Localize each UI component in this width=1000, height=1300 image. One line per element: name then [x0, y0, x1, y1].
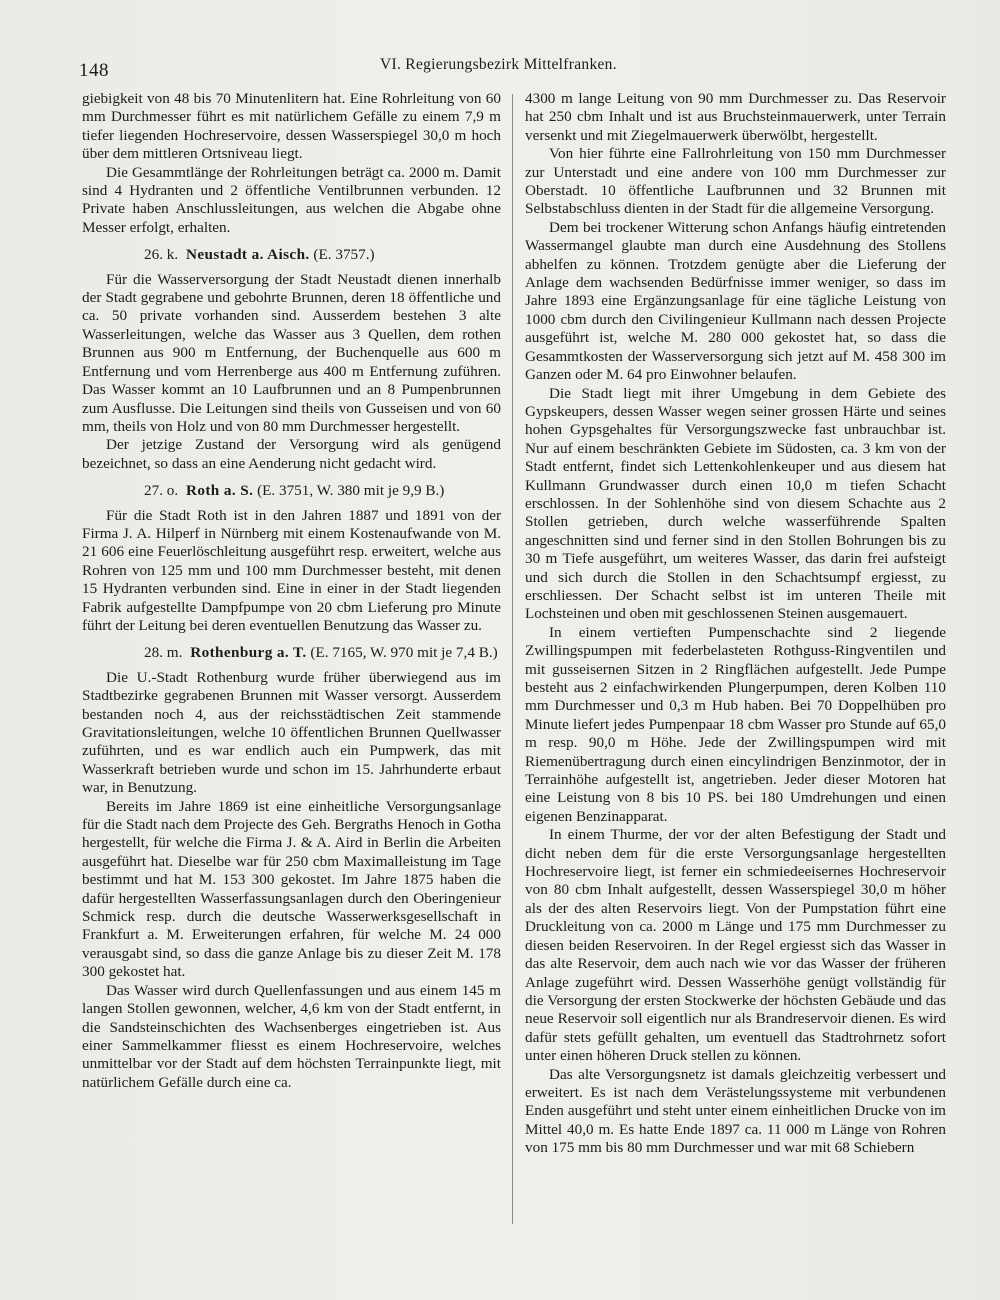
column-divider	[512, 94, 513, 1224]
paragraph: Dem bei trockener Witterung schon Anfangs häufig eintretenden Wassermangel glaubte man durch eine Ausdehnung des Stollens abhelfen zu können. Trotzdem genügte aber die Lieferung der Anlage dem wachsenden Bedürfnisse immer weniger, so dass im Jahre 1893 eine Ergänzungsanlage für eine tägliche Leistung von 1000 cbm durch den Civilingenieur Kullmann nach dessen Projecte ausgeführt ist, welche M. 280 000 gekostet hat, so dass die Gesammtkosten der Wasserversorgung sich jetzt auf M. 458 300 im Ganzen oder M. 64 pro Einwohner belaufen.	[525, 218, 946, 384]
paragraph: Die U.-Stadt Rothenburg wurde früher überwiegend aus im Stadtbezirke gegrabenen Brunnen mit Wasser versorgt. Ausserdem bestanden noch 4, aus der reichsstädtischen Zeit stammende Gravitationsleitungen, welche 10 öffentlichen Brunnen Quellwasser zuführten, und es war endlich auch ein Pumpwerk, das mit Wasserkraft betrieben wurde und schon im 15. Jahrhunderte erbaut war, in Benutzung.	[82, 668, 501, 797]
right-column	[525, 90, 946, 1158]
section-town: Neustadt a. Aisch.	[185, 246, 310, 264]
section-heading-27	[82, 482, 501, 500]
section-number: 28. m.	[144, 644, 183, 662]
left-column	[82, 90, 501, 1092]
paragraph: giebigkeit von 48 bis 70 Minutenlitern hat. Eine Rohrleitung von 60 mm Durchmesser führt es mit natürlichem Gefälle zu einem 7,9 m tiefer liegenden Hochreservoire, dessen Wasserspiegel 30,0 m hoch über dem mittleren Ortsniveau liegt.	[82, 90, 501, 163]
section-town: Rothenburg a. T.	[190, 644, 307, 662]
paragraph: In einem vertieften Pumpenschachte sind 2 liegende Zwillingspumpen mit federbelasteten Rothguss-Ringventilen und mit gusseisernen Sitzen in 2 Ringflächen aufgestellt. Jede Pumpe besteht aus 2 einfachwirkenden Plungerpumpen, deren Kolben 110 mm Durchmesser und 0,3 m Hub haben. Bei 70 Doppelhüben pro Minute liefert jedes Pumpenpaar 18 cbm Wasser pro Stunde auf 65,0 m resp. 90,0 m Höhe. Jede der Zwillingspumpen wird mit Riemenübertragung durch einen eincylindrigen Benzinmotor, der in Terrainhöhe aufgestellt ist, angetrieben. Jeder dieser Motoren hat eine Leistung von 8 bis 10 PS. bei 180 Umdrehungen und einen eigenen Benzinapparat.	[525, 623, 946, 825]
section-number: 27. o.	[144, 482, 179, 500]
paragraph: In einem Thurme, der vor der alten Befestigung der Stadt und dicht neben dem für die erste Versorgungsanlage hergestellten Hochreservoire liegt, ist ferner ein schmiedeeisernes Hochreservoir von 80 cbm Inhalt aufgestellt, dessen Wasserspiegel 30,0 m höher als der des alten Reservoirs liegt. Von der Pumpstation führt eine Druckleitung von ca. 2000 m Länge und 175 mm Durchmesser zu diesen beiden Reservoiren. In der Regel ergiesst sich das Wasser in das alte Reservoir, dem auch nach wie vor das Wasser der früheren Anlage zugeführt wird. Dessen Wasserhöhe genügt vollständig für die Versorgung der ersten Stockwerke der höchsten Gebäude und das neue Reservoir soll eigentlich nur als Brandreservoir dienen. Es wird dafür stets gefüllt gehalten, um eventuell das Stadtrohrnetz sofort unter einen höheren Druck stellen zu können.	[525, 826, 946, 1065]
paragraph: Das Wasser wird durch Quellenfassungen und aus einem 145 m langen Stollen gewonnen, welcher, 4,6 km von der Stadt entfernt, in die Sandsteinschichten des Wachsenberges eingetrieben ist. Aus einer Sammelkammer fliesst es einem Hochreservoire, welches unmittelbar vor der Stadt auf dem höchsten Terrainpunkte liegt, mit natürlichem Gefälle durch eine ca.	[82, 981, 501, 1091]
section-heading-28	[82, 644, 501, 662]
paragraph: 4300 m lange Leitung von 90 mm Durchmesser zu. Das Reservoir hat 250 cbm Inhalt und ist aus Bruchsteinmauerwerk, unter Terrain versenkt und mit Ziegelmauerwerk überwölbt, hergestellt.	[525, 90, 946, 144]
section-town: Roth a. S.	[185, 482, 254, 500]
paragraph: Die Gesammtlänge der Rohrleitungen beträgt ca. 2000 m. Damit sind 4 Hydranten und 2 öffentliche Ventilbrunnen verbunden. 12 Private haben Anschlussleitungen, aus welchen die Abgabe ohne Messer erfolgt, erhalten.	[82, 163, 501, 236]
paragraph: Für die Wasserversorgung der Stadt Neustadt dienen innerhalb der Stadt gegrabene und gebohrte Brunnen, deren 18 öffentliche und ca. 50 private vorhanden sind. Ausserdem bestehen 3 alte Wasserleitungen, welche das Wasser aus 3 Quellen, dem rothen Brunnen aus 900 m Entfernung, der Buchenquelle aus 600 m Entfernung und vom Herrenberge aus 400 m Entfernung zuführen. Das Wasser kommt an 10 Laufbrunnen und an 8 Pumpenbrunnen zum Ausflusse. Die Leitungen sind theils von Gusseisen und von 60 mm, theils von Holz und von 80 mm Durchmesser hergestellt.	[82, 270, 501, 435]
page-number: 148	[79, 60, 109, 81]
section-number: 26. k.	[144, 246, 179, 264]
section-meta: (E. 3751, W. 380 mit je 9,9 B.)	[257, 482, 445, 500]
running-title: VI. Regierungsbezirk Mittelfranken.	[380, 56, 617, 73]
paragraph: Für die Stadt Roth ist in den Jahren 1887 und 1891 von der Firma J. A. Hilperf in Nürnberg mit einem Kostenaufwande von M. 21 606 eine Feuerlöschleitung ausgeführt resp. erweitert, welche aus Rohren von 125 mm und 100 mm Durchmesser besteht, mit denen 15 Hydranten verbunden sind. Eine in einer in der Stadt liegenden Fabrik aufgestellte Dampfpumpe von 20 cbm Lieferung pro Minute führt der Leitung bei deren eventuellen Benutzung das Wasser zu.	[82, 506, 501, 634]
paragraph: Der jetzige Zustand der Versorgung wird als genügend bezeichnet, so dass an eine Aenderung nicht gedacht wird.	[82, 436, 501, 472]
paragraph: Von hier führte eine Fallrohrleitung von 150 mm Durchmesser zur Unterstadt und eine andere von 100 mm Durchmesser zur Oberstadt. 10 öffentliche Laufbrunnen und 32 Brunnen mit Selbstabschluss dienten in der Stadt für die allgemeine Versorgung.	[525, 145, 946, 218]
paragraph: Die Stadt liegt mit ihrer Umgebung in dem Gebiete des Gypskeupers, dessen Wasser wegen seiner grossen Härte und seines hohen Gypsgehaltes für Versorgungszwecke fast unbrauchbar ist. Nur auf einem beschränkten Gebiete im Südosten, ca. 3 km von der Stadt entfernt, findet sich Lettenkohlenkeuper und aus diesem hat Kullmann Grundwasser durch einen 10,0 m tiefen Schacht erschlossen. In der Sohlenhöhe sind von diesem Schachte aus 2 Stollen getrieben, durch welche wasserführende Spalten angeschnitten sind und ferner sind in den Stollen Bohrungen bis zu 30 m Tiefe ausgeführt, um weiteres Wasser, das darin frei aufsteigt und sich durch die Stollen in den Schachtsumpf ergiesst, zu erschliessen. Der Schacht selbst ist im unteren Theile mit Lochsteinen und oben mit geschlossenen Steinen ausgemauert.	[525, 384, 946, 623]
paragraph: Das alte Versorgungsnetz ist damals gleichzeitig verbessert und erweitert. Es ist nach dem Verästelungssysteme mit verbundenen Enden ausgeführt und steht unter einem einheitlichen Drucke von im Mittel 40,0 m. Es hatte Ende 1897 ca. 11 000 m Länge von Rohren von 175 mm bis 80 mm Durchmesser und war mit 68 Schiebern	[525, 1065, 946, 1157]
section-meta: (E. 7165, W. 970 mit je 7,4 B.)	[310, 644, 498, 662]
section-heading-26	[82, 246, 501, 264]
paragraph: Bereits im Jahre 1869 ist eine einheitliche Versorgungsanlage für die Stadt nach dem Projecte des Geh. Bergraths Henoch in Gotha hergestellt, für welche die Firma J. & A. Aird in Berlin die Arbeiten ausgeführt hat. Dieselbe war für 250 cbm Maximalleistung im Tage bestimmt und hat M. 153 300 gekostet. Im Jahre 1875 haben die dafür hergestellten Wasserfassungsanlagen durch den Oberingenieur Schmick resp. durch die deutsche Wasserwerksgesellschaft in Frankfurt a. M. Erweiterungen erfahren, für welche M. 24 000 verausgabt sind, so dass die ganze Anlage bis zu dieser Zeit M. 178 300 gekostet hat.	[82, 797, 501, 981]
section-meta: (E. 3757.)	[313, 246, 375, 264]
